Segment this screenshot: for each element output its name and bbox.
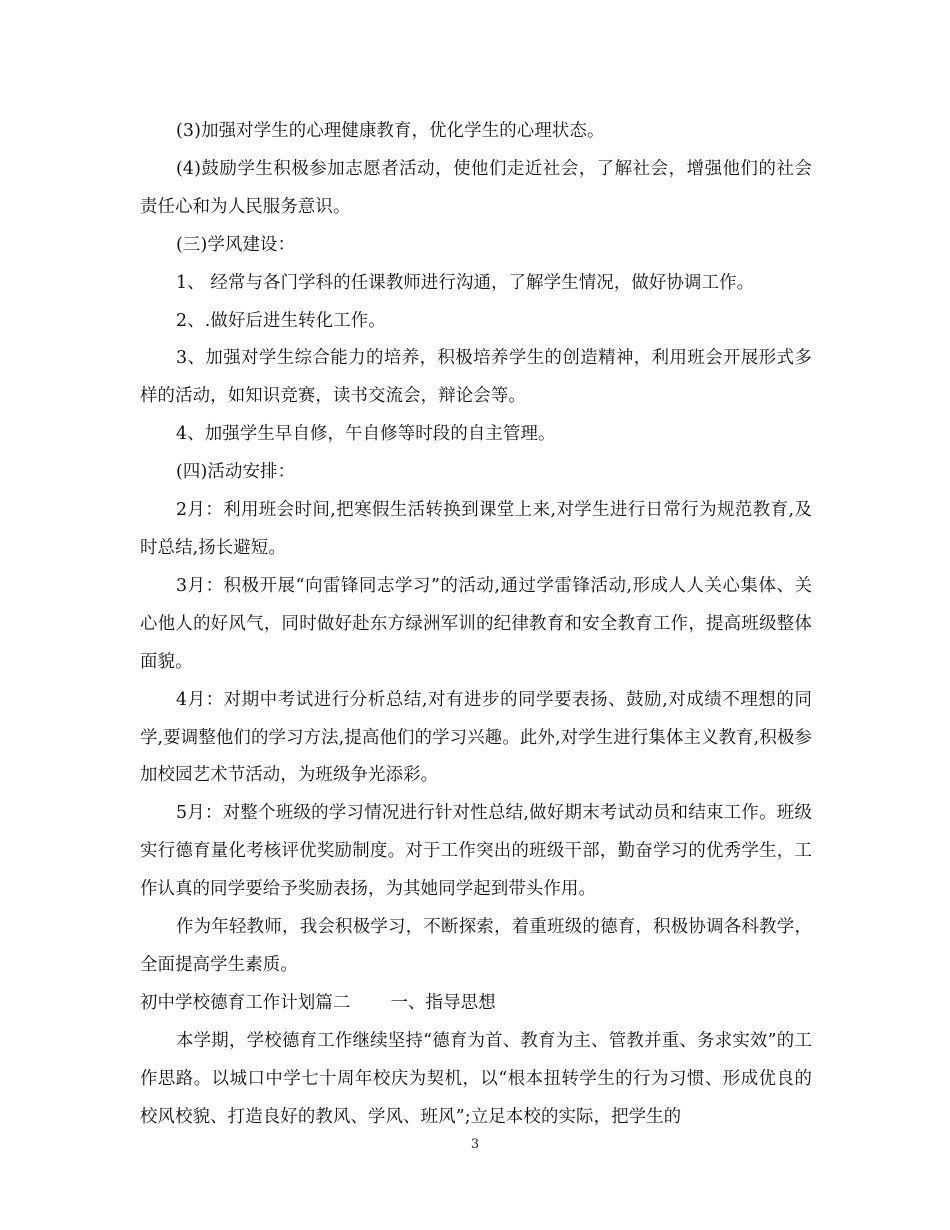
section-subtitle: 一、指导思想	[390, 992, 496, 1013]
page-number: 3	[470, 1137, 480, 1152]
document-body	[140, 113, 812, 1136]
paragraph-march: 3月：积极开展“向雷锋同志学习”的活动,通过学雷锋活动,形成人人关心集体、关心他人的好风气，同时做好赴东方绿洲军训的纪律教育和安全教育工作，提高班级整体面貌。	[140, 575, 812, 672]
paragraph-may: 5月：对整个班级的学习情况进行针对性总结,做好期末考试动员和结束工作。班级实行德育量化考核评优奖励制度。对于工作突出的班级干部，勤奋学习的优秀学生，工作认真的同学要给予奖励表扬，为其她同学起到带头作用。	[140, 803, 812, 900]
paragraph-psych-health: (3)加强对学生的心理健康教育，优化学生的心理状态。	[176, 121, 605, 141]
paragraph-guiding-thought: 本学期，学校德育工作继续坚持“德育为首、教育为主、管教并重、务求实效”的工作思路。以城口中学七十周年校庆为契机，以“根本扭转学生的行为习惯、形成优良的校风校貌、打造良好的教风、学风、班风”;立足本校的实际，把学生的	[140, 1030, 812, 1127]
section-heading	[140, 985, 812, 1023]
paragraph-conclusion: 作为年轻教师，我会积极学习，不断探索，着重班级的德育，积极协调各科教学，全面提高学生素质。	[140, 917, 812, 975]
paragraph-february: 2月：利用班会时间,把寒假生活转换到课堂上来,对学生进行日常行为规范教育,及时总结,扬长避短。	[140, 500, 812, 558]
section-title: 初中学校德育工作计划篇二	[140, 992, 351, 1013]
heading-activities: (四)活动安排：	[176, 462, 296, 483]
paragraph-item-3: 3、加强对学生综合能力的培养，积极培养学生的创造精神，利用班会开展形式多样的活动，如知识竞赛，读书交流会，辩论会等。	[140, 348, 812, 407]
heading-study-style: (三)学风建设：	[176, 234, 296, 255]
paragraph-april: 4月：对期中考试进行分析总结,对有进步的同学要表扬、鼓励,对成绩不理想的同学,要调整他们的学习方法,提高他们的学习兴趣。此外,对学生进行集体主义教育,积极参加校园艺术节活动，为班级争光添彩。	[140, 689, 812, 786]
paragraph-item-1: 1、 经常与各门学科的任课教师进行沟通，了解学生情况，做好协调工作。	[176, 272, 755, 293]
paragraph-item-4: 4、加强学生早自修，午自修等时段的自主管理。	[176, 424, 556, 445]
paragraph-item-2: 2、.做好后进生转化工作。	[176, 310, 386, 331]
paragraph-volunteer: (4)鼓励学生积极参加志愿者活动，使他们走近社会，了解社会，增强他们的社会责任心和为人民服务意识。	[140, 158, 812, 217]
